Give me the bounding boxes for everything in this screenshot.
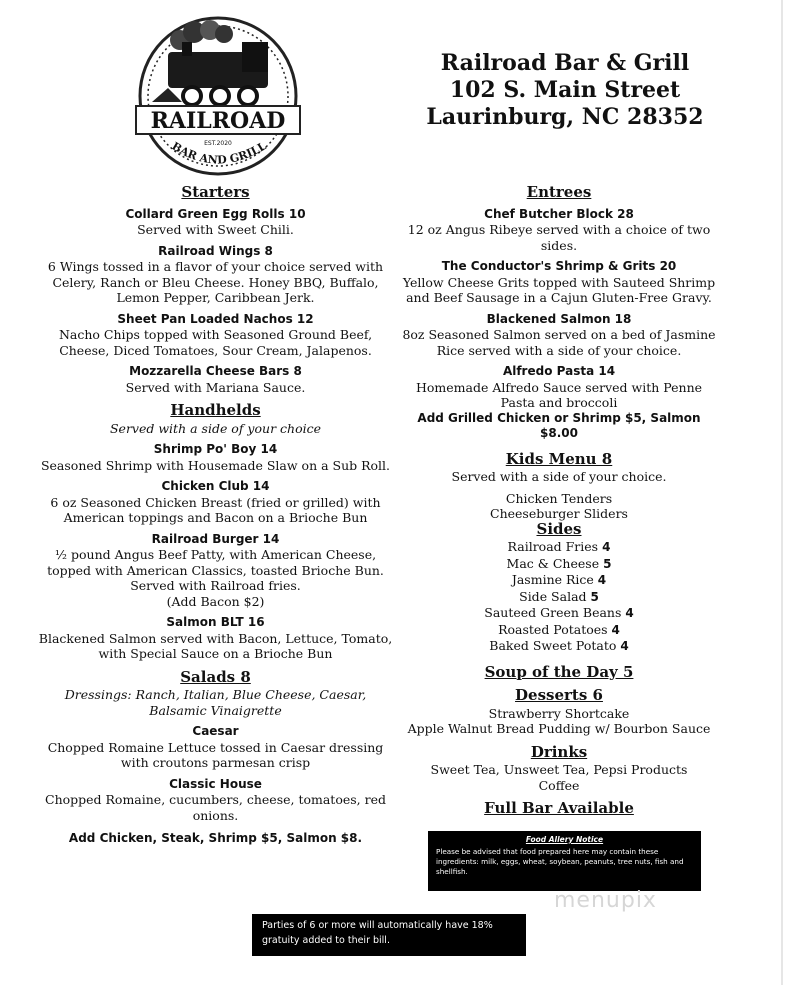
side-price: 4 (597, 573, 607, 587)
drink-item: Sweet Tea, Unsweet Tea, Pepsi Products (430, 762, 688, 777)
salad-desc: Chopped Romaine, cucumbers, cheese, tomatoes, red onions. (45, 792, 386, 823)
handheld-desc: 6 oz Seasoned Chicken Breast (fried or grilled) with American toppings and Bacon on a Brioche Bun (50, 494, 381, 525)
dessert-item: Strawberry Shortcake (488, 705, 630, 721)
left-column (38, 181, 393, 847)
entree-desc: 8oz Seasoned Salmon served on a bed of Jasmine Rice served with a side of your choice. (402, 327, 716, 358)
entree-name: Blackened Salmon 18 (486, 311, 632, 326)
drink-item: Coffee (538, 777, 580, 793)
salads-heading: Salads 8 (180, 667, 251, 686)
desserts-heading: Desserts 6 (515, 686, 603, 704)
logo-title: RAILROAD (150, 108, 286, 134)
kids-heading: Kids Menu 8 (505, 449, 613, 468)
handheld-name: Shrimp Po' Boy 14 (153, 442, 278, 456)
handheld-desc: ½ pound Angus Beef Patty, with American Cheese, topped with American Classics, toasted Brioche Bun. Served with Railroad fries. (47, 547, 384, 593)
handhelds-subtitle: Served with a side of your choice (109, 420, 321, 436)
side-price: 5 (603, 556, 612, 571)
soup-heading: Soup of the Day 5 (484, 662, 634, 681)
allergy-notice-body: Please be advised that food prepared here may contain these ingredients: milk, eggs, wheat, soybean, peanuts, tree nuts, fish and shellfish. (436, 847, 684, 876)
watermark: menupix (554, 888, 657, 913)
side-item (398, 572, 720, 589)
starter-desc: Nacho Chips topped with Seasoned Ground Beef, Cheese, Diced Tomatoes, Sour Cream, Jalapenos. (58, 327, 373, 358)
starter-desc: Served with Mariana Sauce. (125, 379, 306, 395)
restaurant-street: 102 S. Main Street (449, 77, 681, 103)
sides-heading: Sides (536, 519, 582, 538)
salad-add-on: Add Chicken, Steak, Shrimp $5, Salmon $8. (68, 831, 363, 845)
entree-name: Chef Butcher Block 28 (484, 206, 634, 221)
drinks-heading: Drinks (530, 742, 588, 761)
side-name: Sauteed Green Beans (484, 605, 622, 620)
salad-name: Caesar (192, 724, 239, 738)
page-edge (781, 0, 783, 985)
side-item (398, 638, 720, 655)
railroad-logo (132, 12, 304, 184)
starter-desc: Served with Sweet Chili. (137, 222, 294, 237)
side-item (398, 605, 720, 622)
side-item (398, 622, 720, 639)
starter-name: Collard Green Egg Rolls 10 (125, 206, 306, 221)
salad-desc: Chopped Romaine Lettuce tossed in Caesar dressing with croutons parmesan crisp (47, 739, 384, 770)
entree-desc: Homemade Alfredo Sauce served with Penne Pasta and broccoli (415, 379, 703, 410)
handheld-desc: Blackened Salmon served with Bacon, Lettuce, Tomato, with Special Sauce on a Brioche Bun (38, 630, 393, 661)
starter-name: Sheet Pan Loaded Nachos 12 (117, 311, 314, 326)
side-price: 4 (625, 606, 634, 620)
handheld-name: Railroad Burger 14 (151, 531, 280, 546)
dessert-item: Apple Walnut Bread Pudding w/ Bourbon Sauce (407, 721, 711, 736)
side-price: 4 (620, 639, 629, 653)
entree-name: The Conductor's Shrimp & Grits 20 (441, 259, 677, 273)
logo-est: EST.2020 (204, 140, 232, 147)
starters-heading: Starters (181, 183, 250, 201)
side-price: 4 (602, 540, 611, 554)
side-price: 5 (590, 589, 599, 604)
side-item (398, 589, 720, 606)
salads-dressings: Dressings: Ranch, Italian, Blue Cheese, Caesar, Balsamic Vinaigrette (64, 687, 367, 718)
side-name: Mac & Cheese (506, 555, 600, 571)
starter-desc: 6 Wings tossed in a flavor of your choice served with Celery, Ranch or Bleu Cheese. Honey BBQ, Buffalo, Lemon Pepper, Caribbean Jerk. (47, 259, 384, 305)
kids-subtitle: Served with a side of your choice. (451, 469, 667, 484)
kids-item: Chicken Tenders (505, 490, 613, 506)
handheld-extra: (Add Bacon $2) (166, 593, 265, 609)
side-price: 4 (611, 622, 620, 637)
restaurant-city: Laurinburg, NC 28352 (426, 104, 704, 130)
restaurant-info (415, 50, 715, 131)
entree-name: Alfredo Pasta 14 (502, 364, 616, 378)
starter-name: Mozzarella Cheese Bars 8 (129, 364, 302, 378)
handheld-desc: Seasoned Shrimp with Housemade Slaw on a Sub Roll. (40, 457, 391, 473)
entree-desc: 12 oz Angus Ribeye served with a choice of two sides. (407, 222, 711, 253)
full-bar-heading: Full Bar Available (484, 799, 634, 817)
side-name: Railroad Fries (507, 539, 599, 554)
side-item (398, 556, 720, 573)
handhelds-heading: Handhelds (170, 401, 261, 419)
allergy-notice (428, 831, 701, 891)
entree-add-on: Add Grilled Chicken or Shrimp $5, Salmon $8.00 (417, 410, 701, 440)
logo-subtitle: BAR AND GRILL (169, 139, 269, 167)
kids-item: Cheeseburger Sliders (490, 506, 628, 521)
handheld-name: Chicken Club 14 (161, 479, 270, 493)
side-item (398, 539, 720, 556)
side-name: Roasted Potatoes (498, 621, 608, 637)
allergy-notice-title: Food Allery Notice (525, 835, 604, 844)
starter-name: Railroad Wings 8 (158, 243, 273, 258)
side-name: Side Salad (519, 588, 587, 604)
entree-desc: Yellow Cheese Grits topped with Sauteed Shrimp and Beef Sausage in a Cajun Gluten-Free Gravy. (402, 274, 716, 305)
salad-name: Classic House (169, 776, 262, 791)
restaurant-name: Railroad Bar & Grill (440, 50, 690, 76)
gratuity-notice: Parties of 6 or more will automatically have 18% gratuity added to their bill. (252, 914, 526, 956)
right-column (398, 181, 720, 823)
side-name: Baked Sweet Potato (489, 638, 617, 653)
handheld-name: Salmon BLT 16 (166, 615, 265, 629)
side-name: Jasmine Rice (511, 572, 594, 587)
entrees-heading: Entrees (526, 183, 592, 201)
